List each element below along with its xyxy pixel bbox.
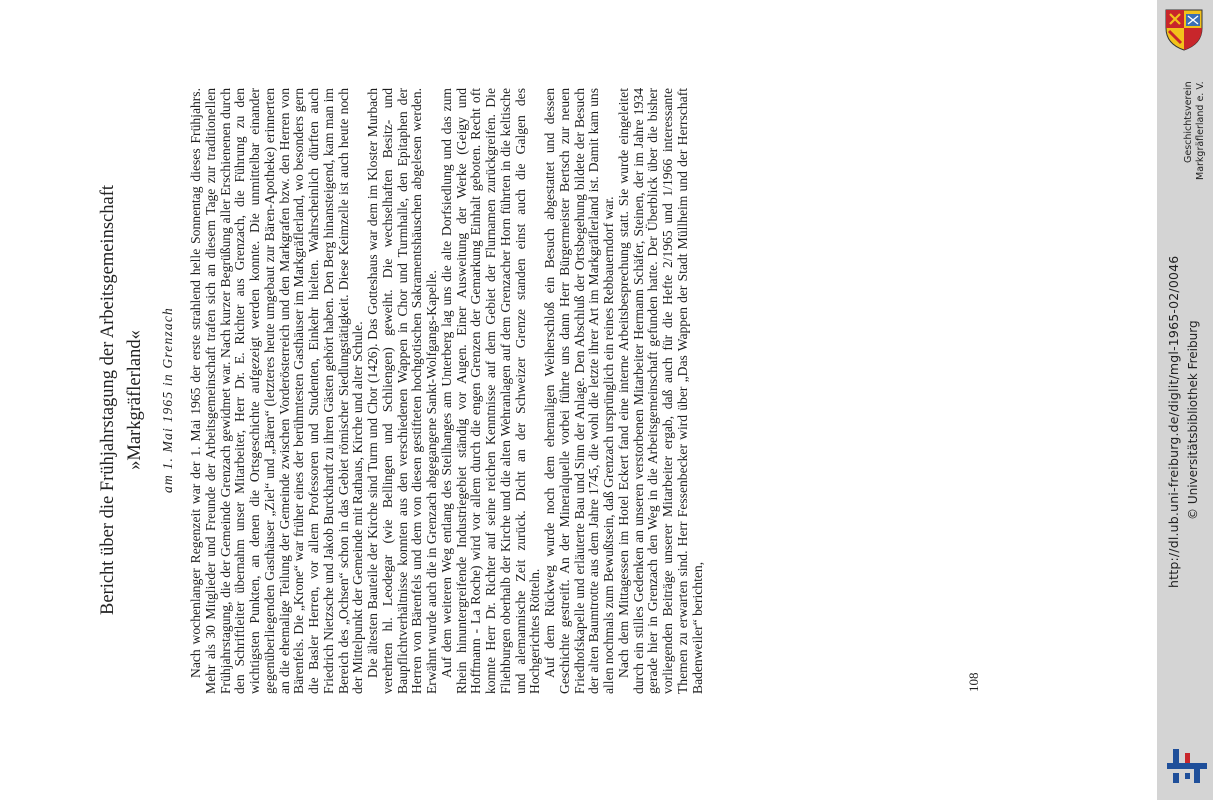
title-line-2: »Markgräflerland«	[125, 330, 145, 470]
article-body	[189, 88, 705, 694]
ub-freiburg-logo-icon	[1163, 745, 1211, 787]
source-url-link[interactable]: http://dl.ub.uni-freiburg.de/diglit/mgl-1965-02/0046	[1166, 255, 1181, 588]
paragraph: Auf dem weiteren Weg entlang des Steilhanges am Unterberg lag uns die alte Dorfsiedlung und das zum Rhein hinuntergreifende Industriegebiet ständig vor Augen. Einer Ausweitung der Werke (Geigy und Hoffmann - La Roche) wird vor allem durch die engen Grenzen der Gemarkung Einhalt geboten. Recht oft konnte Herr Dr. Richter auf seine reichen Kenntnisse auf dem Gebiet der Flurnamen zurückgreifen. Die Fliehburgen oberhalb der Kirche und die alten Wehranlagen auf dem Grenzacher Horn führten in die keltische und alemannische Zeit zurück. Dicht an der Schweizer Grenze standen einst auch die Galgen des Hochgerichtes Rötteln.	[438, 88, 543, 694]
association-name	[1183, 81, 1207, 180]
association-line-2: Markgräflerland e. V.	[1195, 81, 1206, 180]
paragraph: Nach dem Mittagessen im Hotel Eckert fand eine interne Arbeitsbesprechung statt. Sie wurde eingeleitet durch ein stilles Gedenken an unseren verstorbenen Mitarbeiter Hermann Schäfer, Steinen, der im Jahre 1934 gerade hier in Grenzach den Weg in die Arbeitsgemeinschaft gefunden hatte. Der Überblick über die bisher vorliegenden Beiträge unserer Mitarbeiter ergab, daß auch für die Hefte 2/1965 und 1/1966 interessante Themen zu erwarten sind. Herr Fessenbecker wird über „Das Wappen der Stadt Müllheim und der Herrschaft Badenweiler“ berichten,	[615, 88, 705, 694]
page-title	[95, 30, 149, 770]
page-subtitle: am 1. Mai 1965 in Grenzach	[160, 307, 175, 493]
coat-of-arms-icon	[1160, 6, 1208, 52]
copyright-notice: © Universitätsbibliothek Freiburg	[1186, 320, 1200, 520]
title-line-1: Bericht über die Frühjahrstagung der Arbeitsgemeinschaft	[98, 185, 118, 615]
paragraph: Die ältesten Bauteile der Kirche sind Turm und Chor (1426). Das Gotteshaus war dem im Kloster Murbach verehrten hl. Leodegar (wie Bellingen und Schliengen) geweiht. Die wechselhaften Besitz- und Baupflichtverhältnisse konnten aus den verschiedenen Wappen in Chor und Turmhalle, den Epitaphen der Herren von Bärenfels und dem von diesen gestifteten hochgotischen Sakramentshäuschen abgelesen werden. Erwähnt wurde auch die in Grenzach abgegangene Sankt-Wolfgangs-Kapelle.	[365, 88, 439, 694]
paragraph: Nach wochenlanger Regenzeit war der 1. Mai 1965 der erste strahlend helle Sonnentag dieses Frühjahrs. Mehr als 30 Mitglieder und Freunde der Arbeitsgemeinschaft trafen sich an diesem Tage zur traditionellen Frühjahrstagung, die der Gemeinde Grenzach gewidmet war. Nach kurzer Begrüßung aller Erschienenen durch den Schriftleiter übernahm unser Mitarbeiter, Herr Dr. E. Richter aus Grenzach, die Führung zu den wichtigsten Punkten, an denen die Ortsgeschichte aufgezeigt werden konnte. Die unmittelbar einander gegenüberliegenden Gasthäuser „Ziel“ und „Bären“ (letzteres heute umgebaut zur Bären-Apotheke) erinnerten an die ehemalige Teilung der Gemeinde zwischen Vorderösterreich und den Markgrafen bzw. den Herren von Bärenfels. Die „Krone“ war früher eines der berühmtesten Gasthäuser im Markgräflerland, wo besonders gern die Basler Herren, vor allem Professoren und Studenten, Einkehr hielten. Wahrscheinlich dürften auch Friedrich Nietzsche und Jakob Burckhardt zu ihren Gästen gehört haben. Den Berg hinansteigend, kam man im Bereich des „Ochsen“ schon in das Gebiet römischer Siedlungstätigkeit. Diese Keimzelle ist auch heute noch der Mittelpunkt der Gemeinde mit Rathaus, Kirche und alter Schule.	[188, 88, 366, 694]
association-line-1: Geschichtsverein	[1183, 81, 1194, 163]
page-number: 108	[966, 672, 981, 692]
paragraph: Auf dem Rückweg wurde noch dem ehemaligen Weiherschloß ein Besuch abgestattet und dessen Geschichte gestreift. An der Mineralquelle vorbei führte uns dann Herr Bürgermeister Bertsch zur neuen Friedhofskapelle und erläuterte Bau und Sinn der Anlage. Den Abschluß der Ortsbegehung bildete der Besuch der alten Baumtrotte aus dem Jahre 1745, die wohl die letzte ihrer Art im Markgräflerland ist. Damit kam uns allen nochmals zum Bewußtsein, daß Grenzach ursprünglich ein reines Rebbauerndorf war.	[542, 88, 616, 694]
